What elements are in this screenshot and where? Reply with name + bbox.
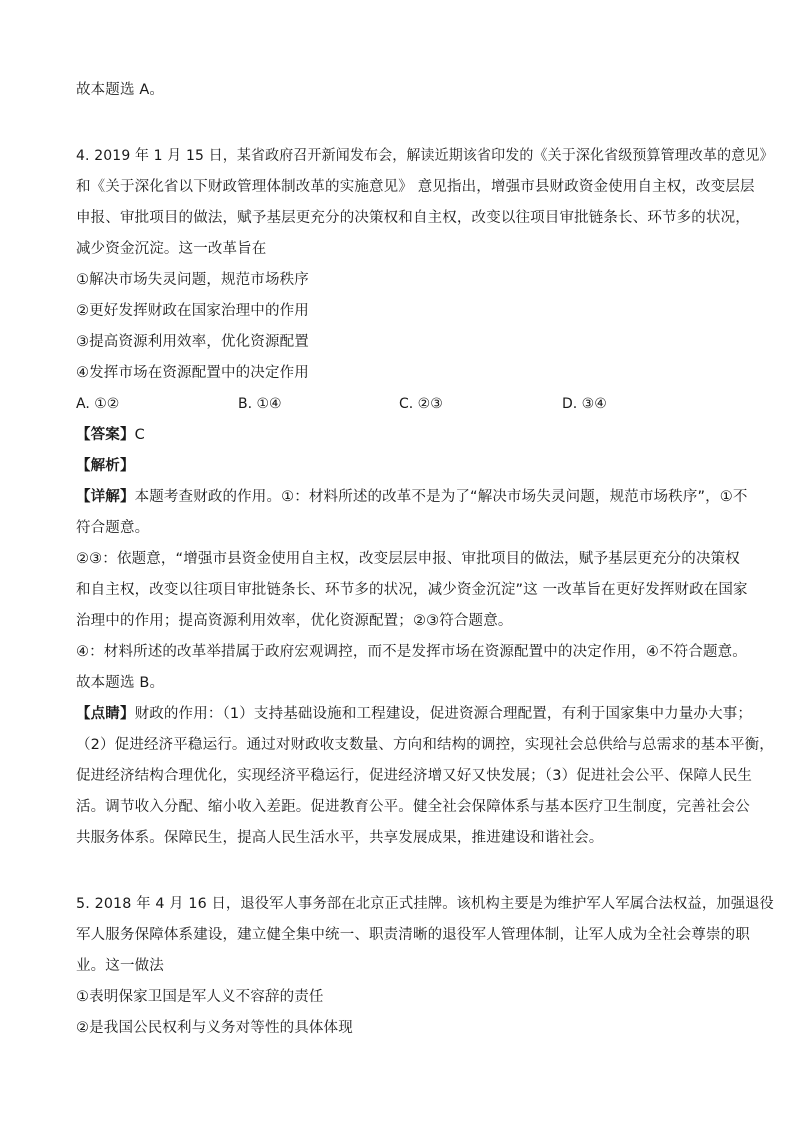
intro-conclusion: 故本题选 A。 xyxy=(76,82,165,98)
q4-option-d: D. ③④ xyxy=(562,396,607,412)
q4-answer xyxy=(76,425,145,445)
q4-stem-line: 减少资金沉淀。这一改革旨在 xyxy=(76,241,267,257)
q4-tip-line: 活。调节收入分配、缩小收入差距。促进教育公平。健全社会保障体系与基本医疗卫生制度，完善社会公 xyxy=(76,799,750,815)
q4-detail-line: 符合题意。 xyxy=(76,520,150,536)
q4-detail-line: ④：材料所述的改革举措属于政府宏观调控，而不是发挥市场在资源配置中的决定作用，④不符合题意。 xyxy=(76,644,747,660)
detail-label: 【详解】 xyxy=(76,489,135,505)
q4-statement-4: ④发挥市场在资源配置中的决定作用 xyxy=(76,365,309,381)
detail-text: 本题考查财政的作用。①：材料所述的改革不是为了“解决市场失灵问题，规范市场秩序”，①不 xyxy=(134,489,748,505)
q4-statement-2: ②更好发挥财政在国家治理中的作用 xyxy=(76,303,309,319)
q4-detail-line: 故本题选 B。 xyxy=(76,675,165,691)
q4-tip-line xyxy=(76,704,752,724)
q4-detail-line: ②③：依题意，“增强市县资金使用自主权，改变层层申报、审批项目的做法，赋予基层更充分的决策权 xyxy=(76,551,740,567)
q4-option-b: B. ①④ xyxy=(238,396,282,412)
q4-stem-line: 和《关于深化省以下财政管理体制改革的实施意见》 意见指出，增强市县财政资金使用自主权，改变层层 xyxy=(76,179,755,195)
q4-detail-line xyxy=(76,487,748,507)
q4-detail-line: 治理中的作用；提高资源利用效率，优化资源配置；②③符合题意。 xyxy=(76,613,513,629)
q4-statement-3: ③提高资源利用效率，优化资源配置 xyxy=(76,334,309,350)
q4-analysis-label: 【解析】 xyxy=(76,458,135,474)
q5-stem-line: 业。这一做法 xyxy=(76,958,164,974)
q5-statement-1: ①表明保家卫国是军人义不容辞的责任 xyxy=(76,989,324,1005)
q4-option-c: C. ②③ xyxy=(399,396,443,412)
answer-value: C xyxy=(134,427,145,443)
q5-stem-line: 军人服务保障体系建设，建立健全集中统一、职责清晰的退役军人管理体制，让军人成为全社会尊崇的职 xyxy=(76,927,750,943)
tip-label: 【点睛】 xyxy=(76,706,135,722)
q4-stem-line: 申报、审批项目的做法，赋予基层更充分的决策权和自主权，改变以往项目审批链条长、环节多的状况， xyxy=(76,210,750,226)
tip-text: 财政的作用：（1）支持基础设施和工程建设，促进资源合理配置，有利于国家集中力量办大事； xyxy=(134,706,753,722)
q4-tip-line: 促进经济结构合理优化，实现经济平稳运行，促进经济增又好又快发展；（3）促进社会公平、保障人民生 xyxy=(76,768,753,784)
q4-statement-1: ①解决市场失灵问题，规范市场秩序 xyxy=(76,272,309,288)
answer-label: 【答案】 xyxy=(76,427,135,443)
q4-tip-line: （2）促进经济平稳运行。通过对财政收支数量、方向和结构的调控，实现社会总供给与总需求的基本平衡， xyxy=(76,737,774,753)
q4-option-a: A. ①② xyxy=(76,396,120,412)
q5-statement-2: ②是我国公民权利与义务对等性的具体体现 xyxy=(76,1020,353,1036)
q4-tip-line: 共服务体系。保障民生，提高人民生活水平，共享发展成果，推进建设和谐社会。 xyxy=(76,830,604,846)
q5-stem-line: 5. 2018 年 4 月 16 日，退役军人事务部在北京正式挂牌。该机构主要是为维护军人军属合法权益，加强退役 xyxy=(76,896,774,912)
q4-detail-line: 和自主权，改变以往项目审批链条长、环节多的状况，减少资金沉淀”这 一改革旨在更好发挥财政在国家 xyxy=(76,582,748,598)
q4-stem-line: 4. 2019 年 1 月 15 日，某省政府召开新闻发布会，解读近期该省印发的《关于深化省级预算管理改革的意见》 xyxy=(76,148,774,164)
